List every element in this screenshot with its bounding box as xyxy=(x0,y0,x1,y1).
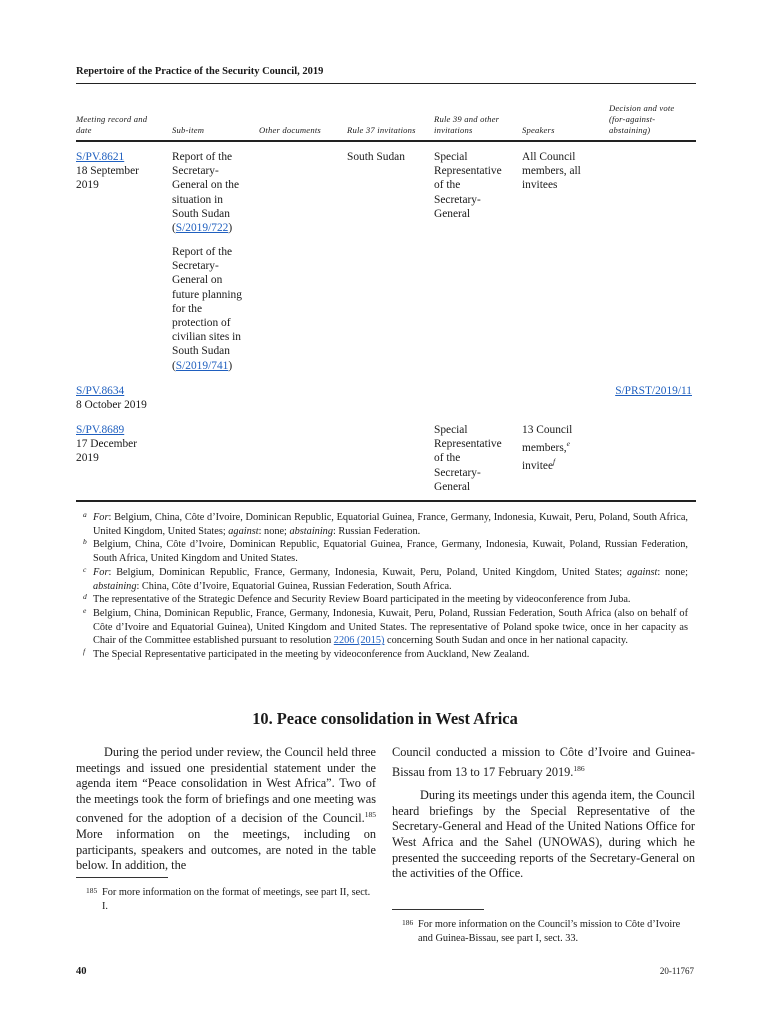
header-rule xyxy=(76,83,696,84)
table-footnote: e Belgium, China, Dominican Republic, France, Germany, Indonesia, Kuwait, Peru, Poland, Russian Federation, South Africa (also on behalf of Côte d’Ivoire and Equatorial Guinea), United Kingdom and United States. The representative of Poland spoke twice, once in her capacity as Chair of the Committee established pursuant to resolution 2206 (2015) concerning South Sudan and once in her national capacity. xyxy=(83,605,688,647)
page-number: 40 xyxy=(76,966,87,977)
body-right-column xyxy=(392,745,695,882)
rule39-cell: Special Representative of the Secretary- General xyxy=(434,424,502,493)
table-header-rule xyxy=(76,140,696,142)
meeting-record-link[interactable]: S/PV.8689 xyxy=(76,424,125,436)
subitem-cell: Report of the Secretary- General on future planning for the protection of civilian sites in South Sudan (S/2019/741) xyxy=(172,246,242,372)
rule39-cell: Special Representative of the Secretary- General xyxy=(434,151,502,220)
body-left-column xyxy=(76,745,376,874)
body-paragraph: During its meetings under this agenda item, the Council heard briefings by the Special Representative of the Secretary-General and Head of the United Nations Office for West Africa and the Sahel (UNOWAS), during which he presented the succeeding reports of the Secretary-General on the activities of the Office. xyxy=(392,788,695,881)
table-footnote: f The Special Representative participated in the meeting by videoconference from Auckland, New Zealand. xyxy=(83,647,530,661)
col-header-speakers: Speakers xyxy=(522,125,555,135)
meeting-record-link[interactable]: S/PV.8634 xyxy=(76,385,125,397)
decision-cell xyxy=(615,384,692,398)
page-footnote-185: 185 For more information on the format of meetings, see part II, sect. I. xyxy=(86,886,371,912)
footnote-reference: 185 xyxy=(364,810,376,820)
meeting-record-cell: S/PV.8634 8 October 2019 xyxy=(76,385,147,412)
col-header-decision: Decision and vote (for-against- abstaining) xyxy=(609,103,675,135)
document-link[interactable]: S/2019/741 xyxy=(175,359,229,372)
body-paragraph: Council conducted a mission to Côte d’Ivoire and Guinea-Bissau from 13 to 17 February 2019.$^{186}$ xyxy=(392,745,695,779)
table-bottom-rule xyxy=(76,500,696,502)
rule37-cell: South Sudan xyxy=(347,151,405,163)
meeting-record-link[interactable]: S/PV.8621 xyxy=(76,151,125,163)
table-footnote: d The representative of the Strategic Defence and Security Review Board participated in the meeting by videoconference from Juba. xyxy=(83,592,631,606)
col-header-other-documents: Other documents xyxy=(259,125,321,135)
table-footnote: a For: Belgium, China, Côte d’Ivoire, Dominican Republic, Equatorial Guinea, France, Germany, Indonesia, Kuwait, Peru, Poland, South Africa, United Kingdom, United States; against: none; abstaining: Russian Federation. xyxy=(83,510,688,537)
document-link[interactable]: S/2019/722 xyxy=(175,222,229,235)
col-header-meeting: Meeting record and date xyxy=(76,114,148,135)
table-footnotes xyxy=(76,511,688,662)
document-code: 20-11767 xyxy=(659,966,694,976)
footnote-separator xyxy=(392,909,484,910)
speakers-cell: All Council members, all invitees xyxy=(522,151,581,192)
col-header-subitem: Sub-item xyxy=(172,125,205,135)
subitem-cell: Report of the Secretary- General on the situation in South Sudan (S/2019/722) xyxy=(172,151,240,235)
meeting-record-cell: S/PV.8689 17 December 2019 xyxy=(76,424,138,465)
page-footnote-186: 186 For more information on the Council’s mission to Côte d’Ivoire and Guinea-Bissau, see part I, sect. 33. xyxy=(402,918,681,944)
footnote-marker: f xyxy=(553,457,556,467)
table-footnote: b Belgium, China, Côte d’Ivoire, Dominican Republic, Equatorial Guinea, France, Germany, Indonesia, Kuwait, Poland, Russian Federation, South Africa, United Kingdom and United States. xyxy=(83,537,688,565)
footnote-marker: e xyxy=(566,439,570,449)
col-header-rule39: Rule 39 and other invitations xyxy=(434,114,500,135)
footnote-separator xyxy=(76,877,168,878)
body-paragraph: During the period under review, the Council held three meetings and issued one presidential statement under the agenda item “Peace consolidation in West Africa”. Two of the meetings took the form of briefings and one meeting was convened for the adoption of a decision of the Council.$^{185}$ More information on the meetings, including on participants, speakers and outcomes, are noted in the table below. In addition, the xyxy=(76,745,376,873)
speakers-cell: 13 Council members,$^e$ invitee$^f$ xyxy=(522,424,573,472)
running-title: Repertoire of the Practice of the Security Council, 2019 xyxy=(76,66,324,77)
table-footnote: c For: Belgium, Dominican Republic, France, Germany, Indonesia, Kuwait, Peru, Poland, United Kingdom, United States; against: none; abstaining: China, Côte d’Ivoire, Equatorial Guinea, Russian Federation, South Africa. xyxy=(83,564,688,592)
section-title: 10. Peace consolidation in West Africa xyxy=(252,709,518,728)
presidential-statement-link[interactable]: S/PRST/2019/11 xyxy=(615,385,692,397)
col-header-rule37: Rule 37 invitations xyxy=(347,125,416,135)
footnote-reference: 186 xyxy=(573,763,585,773)
meeting-record-cell: S/PV.8621 18 September 2019 xyxy=(76,151,139,192)
resolution-link[interactable]: 2206 (2015) xyxy=(333,635,385,647)
